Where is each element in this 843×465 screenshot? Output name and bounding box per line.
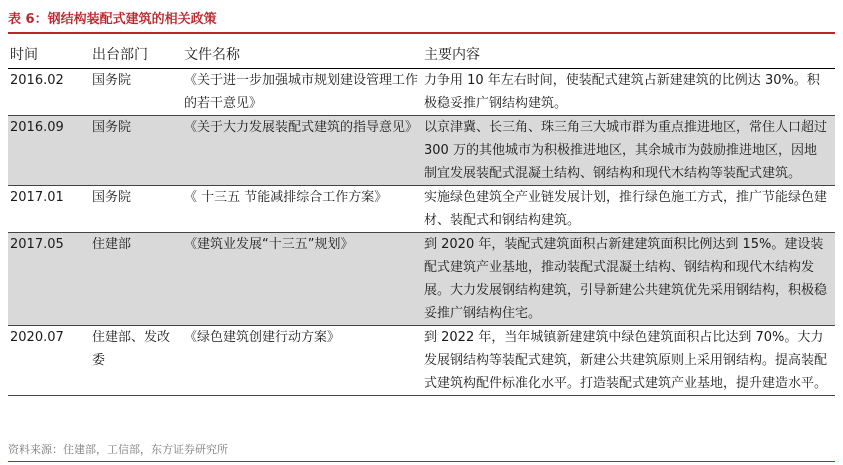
title-rule [8, 32, 835, 34]
cell-doc: 《绿色建筑创建行动方案》 [182, 326, 422, 396]
cell-dept: 国务院 [90, 69, 182, 116]
cell-doc: 《关于大力发展装配式建筑的指导意见》 [182, 116, 422, 186]
cell-dept: 住建部 [90, 233, 182, 326]
header-content: 主要内容 [422, 40, 835, 69]
table-row [8, 233, 835, 326]
cell-time: 2017.05 [8, 233, 90, 326]
bottom-rule [8, 461, 835, 462]
cell-content: 以京津冀、长三角、珠三角三大城市群为重点推进地区，常住人口超过 300 万的其他城市为积极推进地区，其余城市为鼓励推进地区，因地制宜发展装配式混凝土结构、钢结构和现代木结构等装配式建筑。 [422, 116, 835, 186]
cell-doc: 《 十三五 节能减排综合工作方案》 [182, 186, 422, 233]
cell-content: 力争用 10 年左右时间，使装配式建筑占新建建筑的比例达 30%。积极稳妥推广钢结构建筑。 [422, 69, 835, 116]
header-doc: 文件名称 [182, 40, 422, 69]
cell-doc: 《关于进一步加强城市规划建设管理工作的若干意见》 [182, 69, 422, 116]
table-row [8, 326, 835, 396]
cell-dept: 国务院 [90, 116, 182, 186]
header-time: 时间 [8, 40, 90, 69]
cell-content: 实施绿色建筑全产业链发展计划，推行绿色施工方式，推广节能绿色建材、装配式和钢结构建筑。 [422, 186, 835, 233]
cell-doc: 《建筑业发展“十三五”规划》 [182, 233, 422, 326]
header-dept: 出台部门 [90, 40, 182, 69]
cell-dept: 住建部、发改委 [90, 326, 182, 396]
cell-time: 2016.02 [8, 69, 90, 116]
cell-content: 到 2022 年，当年城镇新建建筑中绿色建筑面积占比达到 70%。大力发展钢结构等装配式建筑，新建公共建筑原则上采用钢结构。提高装配式建筑构配件标准化水平。打造装配式建筑产业基地，提升建造水平。 [422, 326, 835, 396]
table-row [8, 186, 835, 233]
cell-time: 2017.01 [8, 186, 90, 233]
table-row [8, 69, 835, 116]
cell-time: 2020.07 [8, 326, 90, 396]
table-row [8, 116, 835, 186]
cell-content: 到 2020 年，装配式建筑面积占新建建筑面积比例达到 15%。建设装配式建筑产业基地，推动装配式混凝土结构、钢结构和现代木结构发展。大力发展钢结构建筑，引导新建公共建筑优先采用钢结构，积极稳妥推广钢结构住宅。 [422, 233, 835, 326]
source-note: 资料来源：住建部，工信部，东方证券研究所 [8, 443, 228, 456]
table-title: 表 6：钢结构装配式建筑的相关政策 [8, 12, 217, 27]
header-row [8, 40, 835, 69]
cell-dept: 国务院 [90, 186, 182, 233]
policy-table [8, 40, 835, 396]
cell-time: 2016.09 [8, 116, 90, 186]
